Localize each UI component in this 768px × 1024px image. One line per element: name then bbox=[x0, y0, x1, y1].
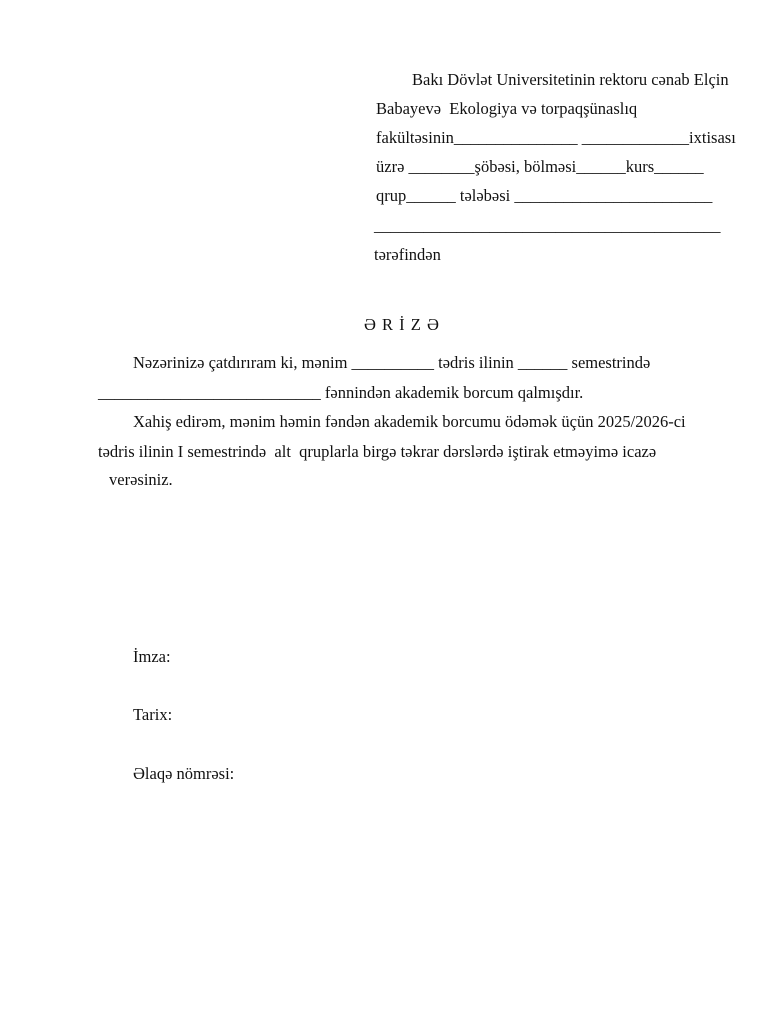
addressee-line-5: qrup______ tələbəsi ________________________ bbox=[376, 186, 713, 205]
body-line-2: ___________________________ fənnindən akademik borcum qalmışdır. bbox=[98, 383, 584, 402]
body-line-5: verəsiniz. bbox=[109, 470, 173, 489]
addressee-line-2: Babayevə Ekologiya və torpaqşünaslıq bbox=[376, 99, 638, 118]
addressee-line-6: __________________________________________ bbox=[374, 216, 721, 235]
addressee-line-7: tərəfindən bbox=[374, 245, 441, 264]
contact-number-label: Əlaqə nömrəsi: bbox=[133, 764, 235, 783]
addressee-line-1: Bakı Dövlət Universitetinin rektoru cənab Elçin bbox=[412, 70, 729, 89]
date-label: Tarix: bbox=[133, 705, 173, 724]
body-line-1: Nəzərinizə çatdırıram ki, mənim __________ tədris ilinin ______ semestrində bbox=[133, 353, 651, 372]
body-line-4: tədris ilinin I semestrində alt qruplarla birgə təkrar dərslərdə iştirak etməyimə icazə bbox=[98, 442, 657, 461]
signature-label: İmza: bbox=[133, 647, 171, 666]
body-line-3: Xahiş edirəm, mənim həmin fəndən akademik borcumu ödəmək üçün 2025/2026-ci bbox=[133, 412, 686, 431]
document-title: Ə R İ Z Ə bbox=[364, 315, 440, 334]
addressee-line-4: üzrə ________şöbəsi, bölməsi______kurs______ bbox=[376, 157, 704, 176]
addressee-line-3: fakültəsinin_______________ _____________ixtisası bbox=[376, 128, 736, 147]
